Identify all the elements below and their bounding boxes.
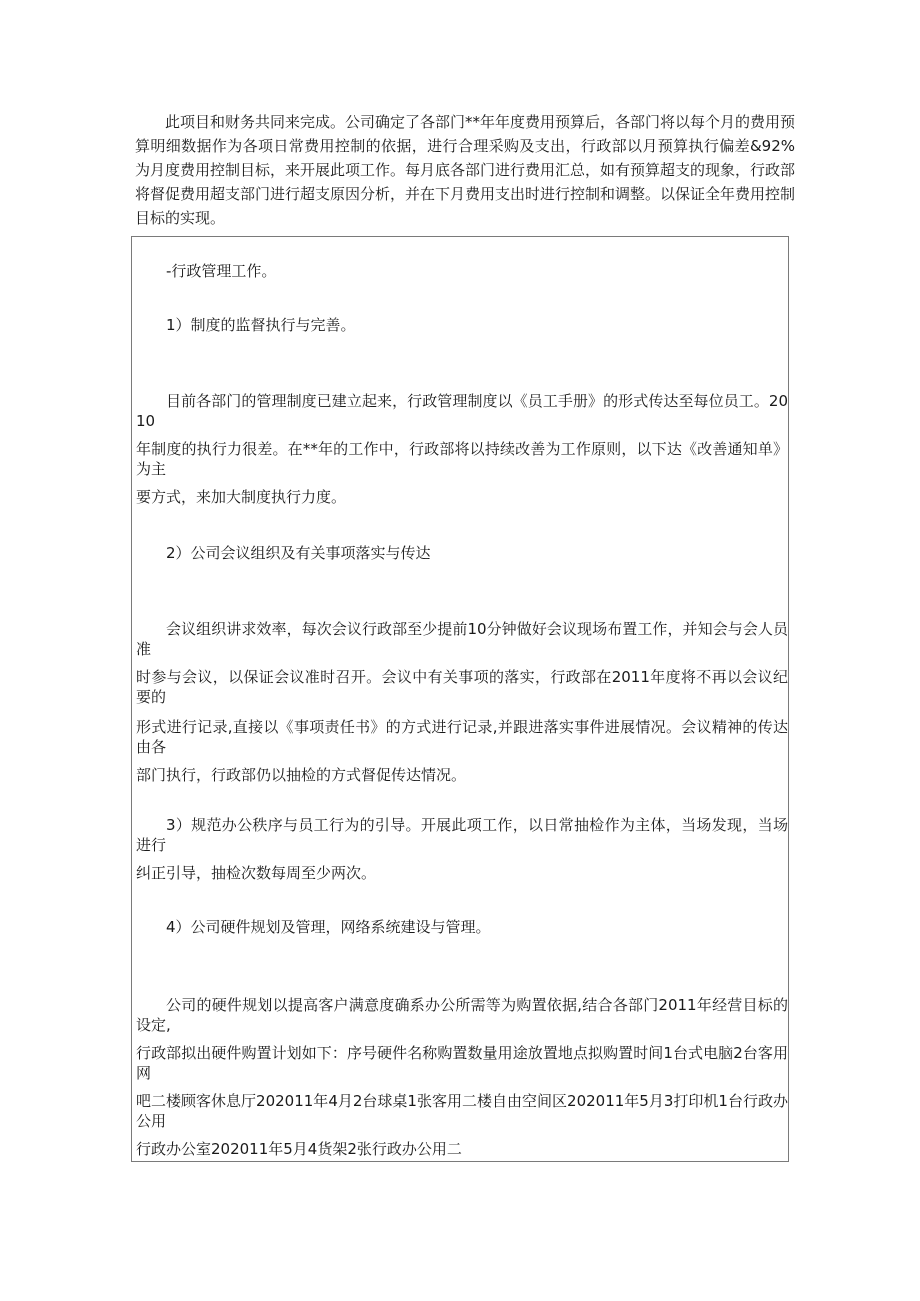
item1-body-line-2: 年制度的执行力很差。在**年的工作中，行政部将以持续改善为工作原则，以下达《改善通知单》为主	[136, 440, 788, 478]
item4-title: 4）公司硬件规划及管理，网络系统建设与管理。	[166, 918, 491, 936]
item1-body-line-3: 要方式，来加大制度执行力度。	[136, 488, 347, 506]
item2-title: 2）公司会议组织及有关事项落实与传达	[166, 544, 431, 562]
intro-paragraph: 此项目和财务共同来完成。公司确定了各部门**年年度费用预算后，各部门将以每个月的费用预算明细数据作为各项日常费用控制的依据，进行合理采购及支出，行政部以月预算执行偏差&92%为月度费用控制目标，来开展此项工作。每月底各部门进行费用汇总，如有预算超支的现象，行政部将督促费用超支部门进行超支原因分析，并在下月费用支出时进行控制和调整。以保证全年费用控制目标的实现。	[135, 113, 796, 227]
item2-body-line-1: 会议组织讲求效率，每次会议行政部至少提前10分钟做好会议现场布置工作，并知会与会人员准	[136, 620, 788, 658]
item1-title: 1）制度的监督执行与完善。	[166, 316, 356, 334]
section-heading: -行政管理工作。	[166, 262, 277, 280]
item3-line-1: 3）规范办公秩序与员工行为的引导。开展此项工作，以日常抽检作为主体，当场发现，当场进行	[136, 816, 788, 854]
item2-body-line-2: 时参与会议，以保证会议准时召开。会议中有关事项的落实，行政部在2011年度将不再以会议纪要的	[136, 668, 788, 706]
item4-body-line-3: 吧二楼顾客休息厅202011年4月2台球桌1张客用二楼自由空间区202011年5月3打印机1台行政办公用	[136, 1092, 788, 1130]
content-box	[131, 236, 789, 1162]
item2-body-line-3: 形式进行记录,直接以《事项责任书》的方式进行记录,并跟进落实事件进展情况。会议精神的传达由各	[136, 718, 788, 756]
item4-body-line-2: 行政部拟出硬件购置计划如下：序号硬件名称购置数量用途放置地点拟购置时间1台式电脑2台客用网	[136, 1044, 788, 1082]
item3-line-2: 纠正引导，抽检次数每周至少两次。	[136, 864, 377, 882]
item1-body-line-1: 目前各部门的管理制度已建立起来，行政管理制度以《员工手册》的形式传达至每位员工。2010	[136, 392, 788, 430]
item4-body-line-4: 行政办公室202011年5月4货架2张行政办公用二	[136, 1140, 462, 1158]
item4-body-line-1: 公司的硬件规划以提高客户满意度确系办公所需等为购置依据,结合各部门2011年经营目标的设定,	[136, 996, 788, 1034]
item2-body-line-4: 部门执行，行政部仍以抽检的方式督促传达情况。	[136, 766, 467, 784]
